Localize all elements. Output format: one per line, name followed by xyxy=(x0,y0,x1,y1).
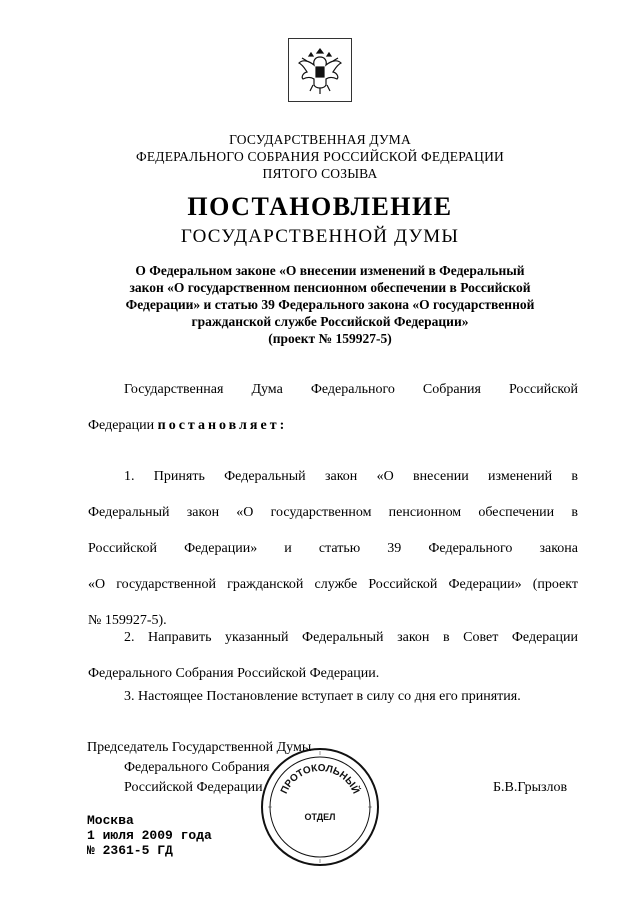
subject-line: Федерации» и статью 39 Федерального закона «О государственной xyxy=(125,297,535,312)
document-title: ПОСТАНОВЛЕНИЕ xyxy=(187,192,453,221)
item-2-line: 2. Направить указанный Федеральный закон в Совет Федерации xyxy=(124,630,578,645)
document-subject xyxy=(80,262,580,347)
subject-line: О Федеральном законе «О внесении изменений в Федеральный xyxy=(135,263,525,278)
item-3-line: 3. Настоящее Постановление вступает в силу со дня его принятия. xyxy=(124,689,521,704)
preamble xyxy=(88,372,578,444)
subject-line: гражданской службе Российской Федерации» xyxy=(191,314,469,329)
subject-line: закон «О государственном пенсионном обеспечении в Российской xyxy=(129,280,531,295)
project-number: (проект № 159927-5) xyxy=(268,331,392,346)
signatory-name: Б.В.Грызлов xyxy=(493,780,568,795)
preamble-line: Государственная Дума Федерального Собрания Российской xyxy=(124,382,578,397)
preamble-text: Федерации xyxy=(88,418,158,433)
footer-city: Москва xyxy=(87,813,134,828)
header-line-1: ГОСУДАРСТВЕННАЯ ДУМА xyxy=(229,132,411,147)
footer-date: 1 июля 2009 года xyxy=(87,828,212,843)
footer-number: № 2361-5 ГД xyxy=(87,843,173,858)
stamp-sub-text: ОТДЕЛ xyxy=(304,812,336,822)
signatory-title-line-3: Российской Федерации xyxy=(124,780,263,795)
item-1 xyxy=(88,459,578,639)
preamble-line xyxy=(88,408,578,444)
item-1-line: Российской Федерации» и статью 39 Федерального закона xyxy=(88,541,578,556)
official-stamp xyxy=(258,745,382,869)
header-line-2: ФЕДЕРАЛЬНОГО СОБРАНИЯ РОССИЙСКОЙ ФЕДЕРАЦИИ xyxy=(136,149,504,164)
item-3 xyxy=(88,679,578,715)
signatory-title-line-2: Федерального Собрания xyxy=(124,760,270,775)
double-headed-eagle-icon xyxy=(289,39,351,101)
item-1-line: Федеральный закон «О государственном пенсионном обеспечении в xyxy=(88,505,578,520)
stamp-text-path: ПРОТОКОЛЬНЫЙ xyxy=(278,762,362,796)
coat-of-arms-emblem xyxy=(288,38,352,102)
item-1-line: № 159927-5). xyxy=(88,613,167,628)
item-1-line: «О государственной гражданской службе Российской Федерации» (проект xyxy=(88,577,578,592)
document-subtitle: ГОСУДАРСТВЕННОЙ ДУМЫ xyxy=(180,226,460,247)
resolves-word: постановляет: xyxy=(157,418,288,433)
item-1-line: 1. Принять Федеральный закон «О внесении изменений в xyxy=(124,469,578,484)
signatory-title-line-1: Председатель Государственной Думы xyxy=(87,740,312,755)
item-2-line: Федерального Собрания Российской Федерации. xyxy=(88,666,380,681)
header-line-3: ПЯТОГО СОЗЫВА xyxy=(262,166,378,181)
